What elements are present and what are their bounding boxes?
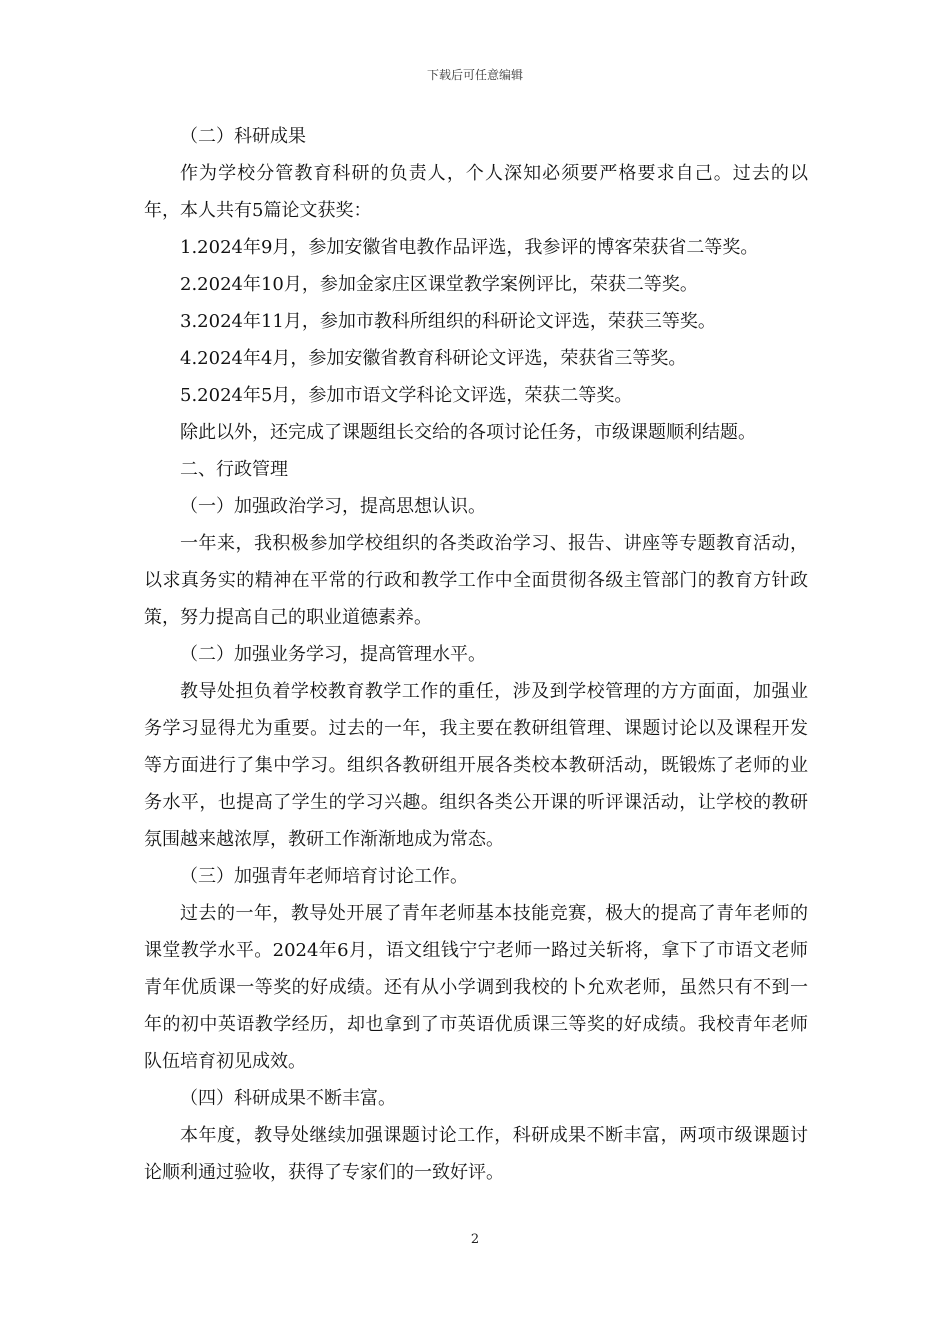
- subheading-young-teachers: （三）加强青年老师培育讨论工作。: [180, 866, 468, 887]
- section-heading-research-results: （二）科研成果: [180, 126, 306, 147]
- subheading-business-study: （二）加强业务学习，提高管理水平。: [180, 644, 486, 665]
- list-item-award-4: 4.2024年4月，参加安徽省教育科研论文评选，荣获省三等奖。: [180, 348, 687, 369]
- paragraph-intro: 作为学校分管教育科研的负责人，个人深知必须要严格要求自己。过去的以年，本人共有5篇论文获奖：: [144, 163, 808, 221]
- subheading-political-study: （一）加强政治学习，提高思想认识。: [180, 496, 486, 517]
- paragraph-political-study: 一年来，我积极参加学校组织的各类政治学习、报告、讲座等专题教育活动，以求真务实的精神在平常的行政和教学工作中全面贯彻各级主管部门的教育方针政策，努力提高自己的职业道德素养。: [144, 533, 808, 628]
- list-item-award-3: 3.2024年11月，参加市教科所组织的科研论文评选，荣获三等奖。: [180, 311, 716, 332]
- section-heading-administration: 二、行政管理: [180, 459, 288, 480]
- list-item-award-2: 2.2024年10月，参加金家庄区课堂教学案例评比，荣获二等奖。: [180, 274, 698, 295]
- subheading-research-growth: （四）科研成果不断丰富。: [180, 1088, 396, 1109]
- header-note: 下载后可任意编辑: [426, 68, 523, 82]
- paragraph-business-study: 教导处担负着学校教育教学工作的重任，涉及到学校管理的方方面面，加强业务学习显得尤为重要。过去的一年，我主要在教研组管理、课题讨论以及课程开发等方面进行了集中学习。组织各教研组开展各类校本教研活动，既锻炼了老师的业务水平，也提高了学生的学习兴趣。组织各类公开课的听评课活动，让学校的教研氛围越来越浓厚，教研工作渐渐地成为常态。: [144, 681, 808, 850]
- list-item-award-5: 5.2024年5月，参加市语文学科论文评选，荣获二等奖。: [180, 385, 633, 406]
- paragraph-research-growth: 本年度，教导处继续加强课题讨论工作，科研成果不断丰富，两项市级课题讨论顺利通过验收，获得了专家们的一致好评。: [144, 1125, 808, 1183]
- paragraph-additional-tasks: 除此以外，还完成了课题组长交给的各项讨论任务，市级课题顺利结题。: [180, 422, 756, 443]
- paragraph-young-teachers: 过去的一年，教导处开展了青年老师基本技能竞赛，极大的提高了青年老师的课堂教学水平。2024年6月，语文组钱宁宁老师一路过关斩将，拿下了市语文老师青年优质课一等奖的好成绩。还有从小学调到我校的卜允欢老师，虽然只有不到一年的初中英语教学经历，却也拿到了市英语优质课三等奖的好成绩。我校青年老师队伍培育初见成效。: [144, 903, 808, 1072]
- page-number: 2: [470, 1232, 480, 1247]
- document-body: [144, 118, 808, 1191]
- list-item-award-1: 1.2024年9月，参加安徽省电教作品评选，我参评的博客荣获省二等奖。: [180, 237, 759, 258]
